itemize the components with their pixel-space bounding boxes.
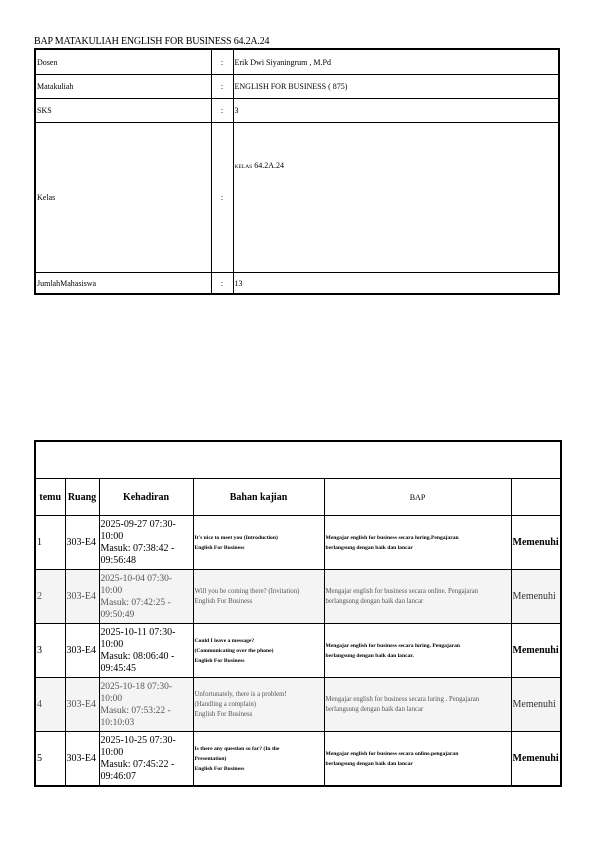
table-row: [35, 516, 561, 570]
table-row: [35, 678, 561, 732]
info-row-sks: [35, 99, 559, 123]
cell-kehadiran: [99, 732, 193, 787]
kelas-prefix: KELAS: [234, 164, 253, 170]
cell-bahan-kajian: [193, 570, 324, 624]
info-row-matakuliah: [35, 75, 559, 99]
info-value-kelas: [233, 123, 559, 273]
header-bap: BAP: [324, 479, 511, 516]
info-value-matakuliah: ENGLISH FOR BUSINESS ( 875): [233, 75, 559, 99]
table-row: [35, 624, 561, 678]
header-ruang: Ruang: [65, 479, 99, 516]
cell-kehadiran: [99, 570, 193, 624]
cell-no: 1: [35, 516, 65, 570]
cell-kehadiran: [99, 678, 193, 732]
topik-detail: (Communicating over the phone): [194, 647, 274, 654]
masuk: Masuk: 07:45:22 -: [100, 758, 175, 770]
keluar: 09:45:45: [100, 662, 137, 674]
bap-line: berlangsung dengan baik dan lancar: [325, 760, 413, 767]
masuk: Masuk: 07:38:42 -: [100, 542, 175, 554]
info-label: SKS: [35, 99, 211, 123]
course-info-table: [34, 48, 560, 295]
info-colon: :: [211, 123, 233, 273]
kelas-code: 64.2A.24: [254, 161, 285, 170]
cell-bap: [324, 678, 511, 732]
keluar: 10:10:03: [100, 717, 135, 728]
cell-ruang: 303-E4: [65, 570, 99, 624]
bap-line: Mengajar english for business secara online.pengajaran: [325, 750, 459, 757]
jadwal: 2025-10-18 07:30-10:00: [100, 681, 173, 704]
bap-line: Mengajar english for business secara luring . Pengajaran: [325, 695, 480, 703]
cell-status: Memenuhi: [511, 732, 561, 787]
info-value-jumlah: 13: [233, 273, 559, 295]
bap-line: berlangsung dengan baik dan lancar.: [325, 652, 414, 659]
jadwal: 2025-10-11 07:30-10:00: [100, 626, 176, 650]
cell-status: Memenuhi: [511, 516, 561, 570]
info-row-jumlah: [35, 273, 559, 295]
cell-bap: [324, 732, 511, 787]
masuk: Masuk: 08:06:40 -: [100, 650, 175, 662]
info-row-kelas: [35, 123, 559, 273]
topik: Is there any question so far? (In the: [194, 745, 280, 752]
topik-detail: Presentation): [194, 755, 227, 762]
keluar: 09:46:07: [100, 770, 137, 782]
sessions-table: [34, 440, 562, 787]
cell-kehadiran: [99, 624, 193, 678]
cell-status: Memenuhi: [511, 624, 561, 678]
info-colon: :: [211, 75, 233, 99]
cell-bahan-kajian: [193, 624, 324, 678]
bap-line: Mengajar english for business secara luring.Pengajaran: [325, 534, 459, 541]
jadwal: 2025-10-04 07:30-10:00: [100, 573, 173, 596]
cell-status: Memenuhi: [511, 570, 561, 624]
cell-bap: [324, 624, 511, 678]
keluar: 09:56:48: [100, 554, 137, 566]
cell-bahan-kajian: [193, 678, 324, 732]
info-colon: :: [211, 273, 233, 295]
cell-bahan-kajian: [193, 732, 324, 787]
mata-kuliah: English For Business: [194, 544, 245, 551]
info-colon: :: [211, 99, 233, 123]
info-value-sks: 3: [233, 99, 559, 123]
cell-no: 5: [35, 732, 65, 787]
topik: Could I leave a message?: [194, 637, 255, 644]
jadwal: 2025-10-25 07:30-10:00: [100, 734, 176, 758]
sessions-header-row: [35, 479, 561, 516]
topik: It's nice to meet you (Introduction): [194, 534, 278, 541]
masuk: Masuk: 07:42:25 -: [100, 597, 171, 608]
cell-ruang: 303-E4: [65, 624, 99, 678]
info-label: Matakuliah: [35, 75, 211, 99]
header-kehadiran: Kehadiran: [99, 479, 193, 516]
table-row: [35, 732, 561, 787]
bap-line: berlangsung dengan baik dan lancar: [325, 705, 424, 713]
mata-kuliah: English For Business: [194, 657, 245, 664]
jadwal: 2025-09-27 07:30-10:00: [100, 518, 176, 542]
header-bahan-kajian: Bahan kajian: [193, 479, 324, 516]
table-row: [35, 570, 561, 624]
mata-kuliah: English For Business: [194, 765, 245, 772]
bap-line: Mengajar english for business secara online. Pengajaran: [325, 587, 479, 595]
cell-no: 2: [35, 570, 65, 624]
cell-ruang: 303-E4: [65, 678, 99, 732]
mata-kuliah: English For Business: [194, 597, 253, 605]
cell-kehadiran: [99, 516, 193, 570]
mata-kuliah: English For Business: [194, 710, 253, 718]
sessions-blank-header: [35, 441, 561, 479]
cell-bap: [324, 570, 511, 624]
info-label: JumlahMahasiswa: [35, 273, 211, 295]
bap-line: berlangsung dengan baik dan lancar: [325, 544, 413, 551]
info-value-dosen: Erik Dwi Siyaningrum , M.Pd: [233, 49, 559, 75]
header-keterangan: [511, 479, 561, 516]
info-row-dosen: [35, 49, 559, 75]
info-colon: :: [211, 49, 233, 75]
cell-status: Memenuhi: [511, 678, 561, 732]
topik: Unfortunately, there is a problem!: [194, 690, 287, 698]
masuk: Masuk: 07:53:22 -: [100, 705, 171, 716]
cell-ruang: 303-E4: [65, 732, 99, 787]
cell-no: 3: [35, 624, 65, 678]
info-label: Dosen: [35, 49, 211, 75]
header-temu: temu: [35, 479, 65, 516]
topik-detail: (Handling a complain): [194, 700, 257, 708]
bap-line: berlangsung dengan baik dan lancar: [325, 597, 424, 605]
bap-line: Mengajar english for business secara luring. Pengajaran: [325, 642, 461, 649]
cell-no: 4: [35, 678, 65, 732]
cell-ruang: 303-E4: [65, 516, 99, 570]
info-label: Kelas: [35, 123, 211, 273]
cell-bahan-kajian: [193, 516, 324, 570]
topik: Will you be coming there? (Invitation): [194, 587, 300, 595]
cell-bap: [324, 516, 511, 570]
keluar: 09:50:49: [100, 609, 135, 620]
document-title: BAP MATAKULIAH ENGLISH FOR BUSINESS 64.2A.24: [34, 36, 270, 47]
